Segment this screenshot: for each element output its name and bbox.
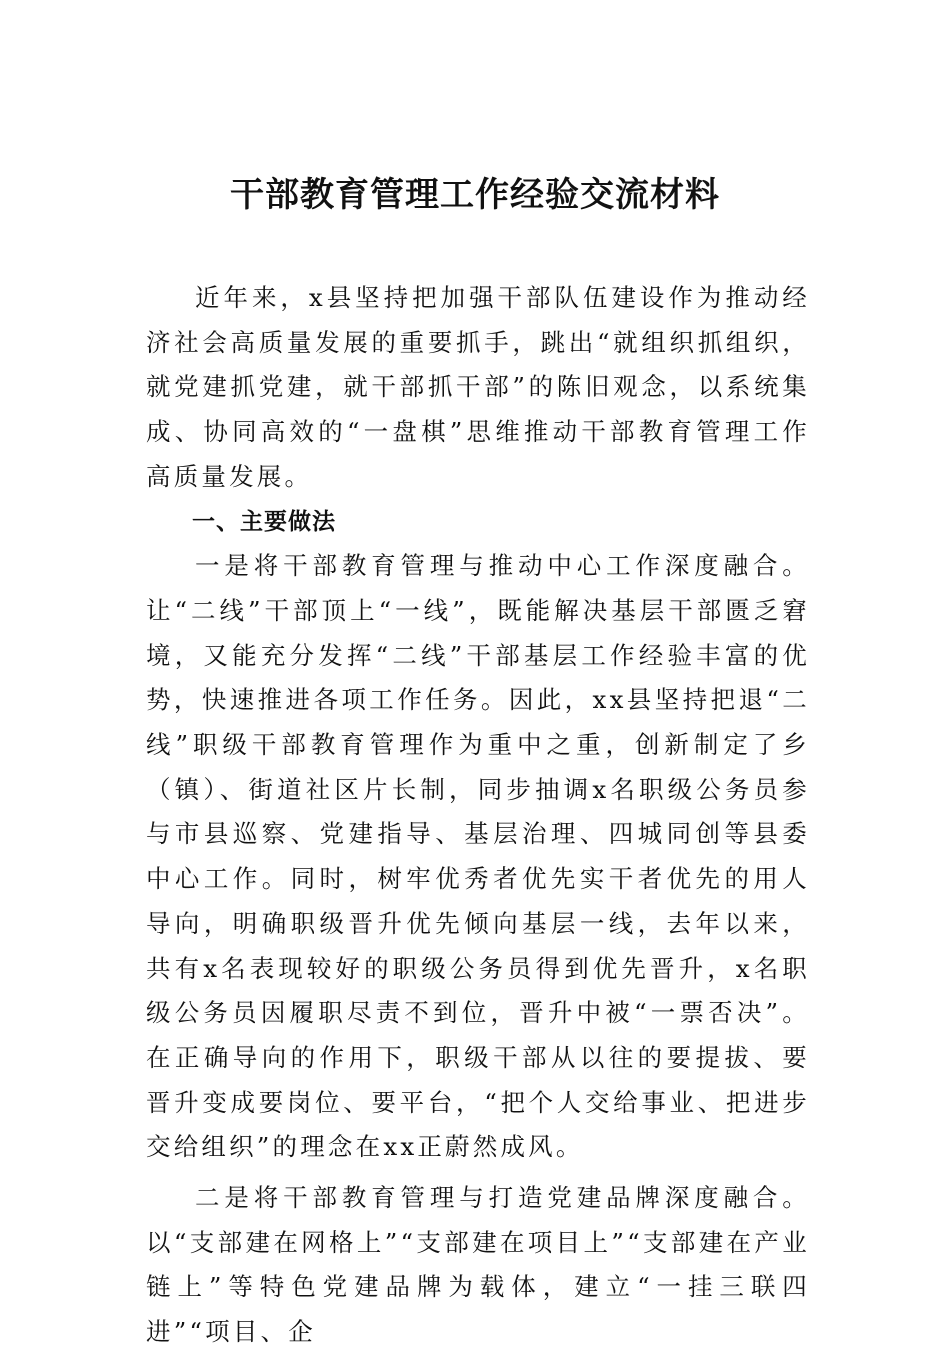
document-title: 干部教育管理工作经验交流材料: [230, 175, 720, 215]
body-paragraph-1: 一是将干部教育管理与推动中心工作深度融合。让“二线”干部顶上“一线”，既能解决基层干部匮乏窘境，又能充分发挥“二线”干部基层工作经验丰富的优势，快速推进各项工作任务。因此，xx县坚持把退“二线”职级干部教育管理作为重中之重，创新制定了乡（镇）、街道社区片长制，同步抽调x名职级公务员参与市县巡察、党建指导、基层治理、四城同创等县委中心工作。同时，树牢优秀者优先实干者优先的用人导向，明确职级晋升优先倾向基层一线，去年以来，共有x名表现较好的职级公务员得到优先晋升，x名职级公务员因履职尽责不到位，晋升中被“一票否决”。在正确导向的作用下，职级干部从以往的要提拔、要晋升变成要岗位、要平台，“把个人交给事业、把进步交给组织”的理念在xx正蔚然成风。: [146, 551, 810, 1162]
section-heading: 一、主要做法: [192, 508, 336, 535]
intro-paragraph: 近年来，x县坚持把加强干部队伍建设作为推动经济社会高质量发展的重要抓手，跳出“就组织抓组织，就党建抓党建，就干部抓干部”的陈旧观念，以系统集成、协同高效的“一盘棋”思维推动干部教育管理工作高质量发展。: [146, 283, 810, 491]
body-paragraph-2: 二是将干部教育管理与打造党建品牌深度融合。以“支部建在网格上”“支部建在项目上”“支部建在产业链上”等特色党建品牌为载体，建立“一挂三联四进”“项目、企: [146, 1183, 810, 1347]
document-body: [146, 276, 810, 1355]
